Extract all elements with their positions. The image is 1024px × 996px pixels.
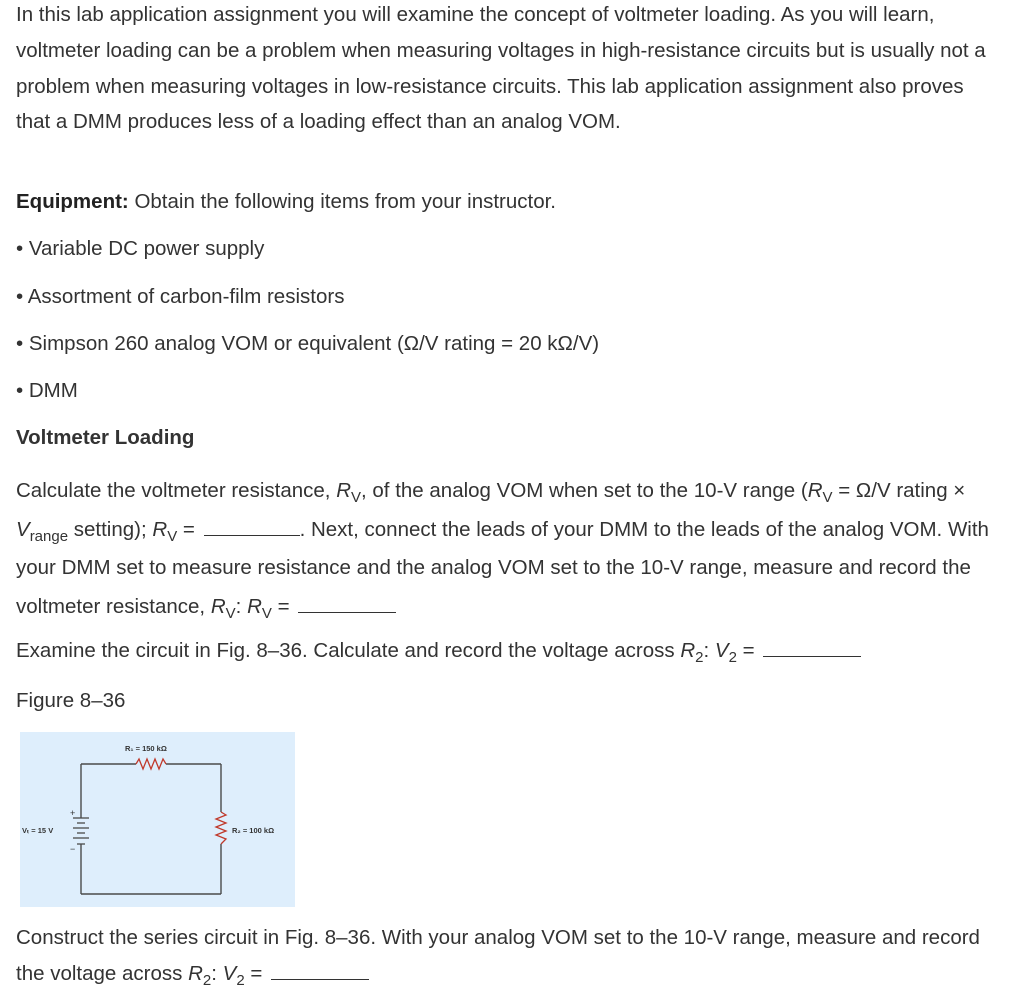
answer-blank[interactable] <box>763 638 861 657</box>
plus-sign: + <box>70 808 76 818</box>
answer-blank[interactable] <box>204 517 300 536</box>
subscript: 2 <box>695 649 704 666</box>
text-run: , of the analog VOM when set to the 10-V range ( <box>361 479 808 502</box>
symbol-r: R <box>247 594 262 618</box>
section-heading: Voltmeter Loading <box>16 426 195 449</box>
equipment-text: Obtain the following items from your instructor. <box>128 190 557 213</box>
answer-blank[interactable] <box>298 594 396 613</box>
symbol-r: R <box>336 479 351 502</box>
equipment-line <box>16 190 556 214</box>
construct-paragraph <box>16 920 1001 992</box>
subscript: range <box>29 527 69 545</box>
text-run: Calculate the voltmeter resistance, <box>16 479 337 502</box>
circuit-figure <box>20 732 295 907</box>
calculation-paragraph <box>16 472 1001 626</box>
subscript: 2 <box>728 649 737 666</box>
symbol-v: V <box>714 639 729 662</box>
equipment-label: Equipment: <box>16 190 129 213</box>
resistor-r2 <box>216 812 226 844</box>
examine-paragraph <box>16 638 861 666</box>
symbol-v: V <box>222 962 237 985</box>
answer-blank[interactable] <box>271 961 369 980</box>
text-run: Construct the series circuit in Fig. 8–36. With your analog VOM set to the 10-V range, measure and record the voltage across <box>16 926 980 985</box>
equipment-item: • Assortment of carbon-film resistors <box>16 285 345 308</box>
vt-label: Vₜ = 15 V <box>22 826 54 835</box>
equipment-item: • Variable DC power supply <box>16 237 265 260</box>
text-run: = <box>177 517 201 541</box>
subscript: V <box>261 604 272 622</box>
text-run: = Ω/V rating × <box>832 479 966 502</box>
resistor-r1 <box>136 759 166 769</box>
symbol-r: R <box>210 594 226 618</box>
subscript: 2 <box>236 972 245 989</box>
text-run: = <box>736 639 761 662</box>
figure-label: Figure 8–36 <box>16 689 126 712</box>
symbol-r: R <box>188 962 203 985</box>
text-run: = <box>271 594 296 618</box>
text-run: . Next, connect the leads of your DMM to the leads of the analog VOM. With your DMM set to measure resistance and the analog VOM set to the 10-V range, measure and record the voltmeter resistance, <box>16 517 989 618</box>
symbol-v: V <box>16 517 30 541</box>
text-run: : <box>211 962 223 985</box>
subscript: V <box>167 527 178 545</box>
subscript: 2 <box>202 972 212 989</box>
equipment-item: • DMM <box>16 379 78 402</box>
battery-symbol <box>73 818 89 844</box>
symbol-r: R <box>152 517 168 541</box>
symbol-r: R <box>807 479 823 502</box>
text-run: : <box>235 594 248 618</box>
circuit-diagram <box>20 732 295 907</box>
equipment-item: • Simpson 260 analog VOM or equivalent (Ω/V rating = 20 kΩ/V) <box>16 332 600 355</box>
text-run: = <box>244 962 269 985</box>
text-run: setting); <box>68 517 153 541</box>
r2-label: R₂ = 100 kΩ <box>232 826 275 835</box>
subscript: V <box>351 489 362 506</box>
r1-label: R₁ = 150 kΩ <box>125 744 167 753</box>
intro-paragraph: In this lab application assignment you will examine the concept of voltmeter loading. As you will learn, voltmeter loading can be a problem when measuring voltages in high-resistance circuits but is usually not a problem when measuring voltages in low-resistance circuits. This lab application assignment also proves that a DMM produces less of a loading effect than an analog VOM. <box>16 3 986 134</box>
text-run: : <box>703 639 715 662</box>
text-run: Examine the circuit in Fig. 8–36. Calculate and record the voltage across <box>16 639 681 662</box>
minus-sign: − <box>70 844 76 854</box>
subscript: V <box>822 489 833 506</box>
symbol-r: R <box>680 639 696 662</box>
subscript: V <box>225 604 236 622</box>
